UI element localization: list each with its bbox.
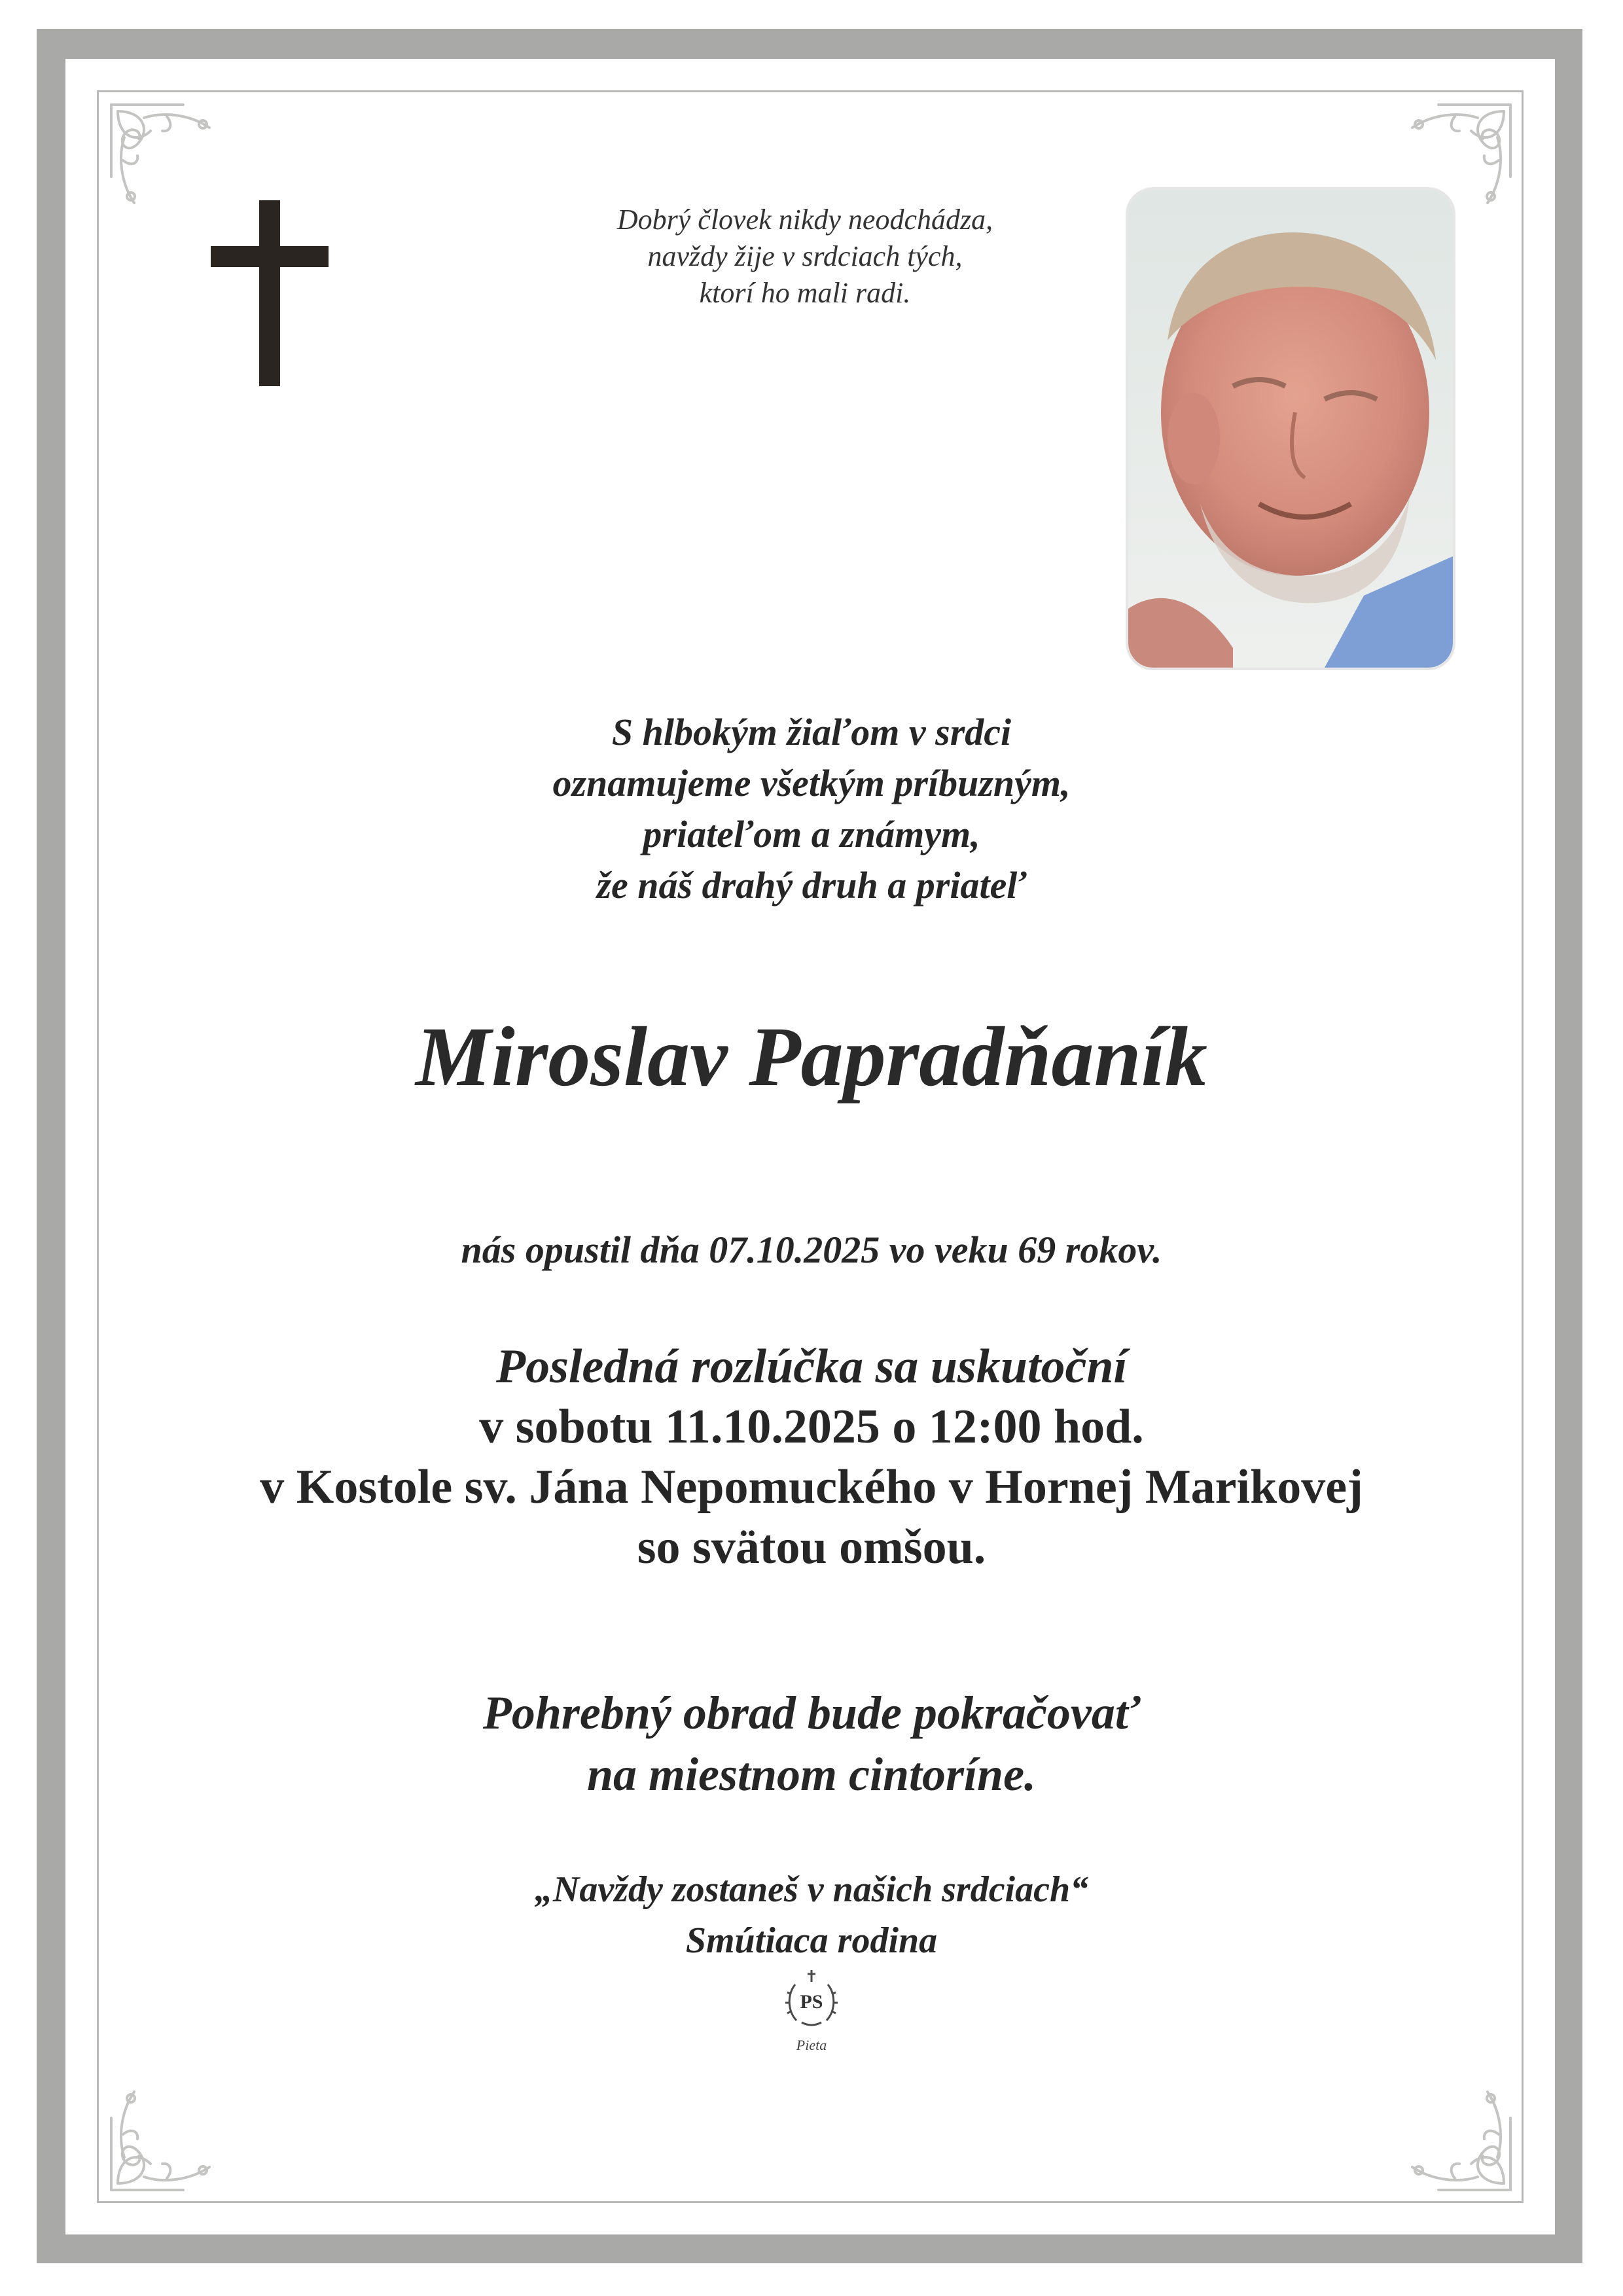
quote-line: navždy žije v srdciach tých, xyxy=(647,240,963,272)
portrait-photo xyxy=(1128,190,1453,668)
farewell-line: so svätou omšou. xyxy=(637,1520,986,1574)
farewell-line: v Kostole sv. Jána Nepomuckého v Hornej Marikovej xyxy=(260,1460,1363,1514)
deceased-name-text: Miroslav Papradňaník xyxy=(416,1010,1207,1104)
cross-icon xyxy=(211,200,329,386)
quote-line: Dobrý človek nikdy neodchádza, xyxy=(616,204,993,236)
corner-ornament-icon xyxy=(1393,2072,1517,2197)
logo-label: Pieta xyxy=(796,2037,827,2053)
closing-motto: „Navždy zostaneš v našich srdciach“ xyxy=(534,1869,1089,1910)
farewell-details xyxy=(98,1336,1525,1577)
closing-signature: Smútiaca rodina xyxy=(685,1920,938,1961)
burial-line: Pohrebný obrad bude pokračovať xyxy=(482,1687,1141,1739)
announcement-line: S hlbokým žiaľom v srdci xyxy=(611,711,1012,753)
announcement-line: oznamujeme všetkým príbuzným, xyxy=(552,762,1071,804)
logo-monogram: PS xyxy=(800,1991,823,2013)
quote-line: ktorí ho mali radi. xyxy=(699,277,911,309)
announcement-line: priateľom a známym, xyxy=(643,813,980,855)
pieta-logo-icon xyxy=(768,1965,855,2063)
death-date-line xyxy=(98,1224,1525,1276)
burial-line: na miestnom cintoríne. xyxy=(586,1748,1037,1801)
memorial-quote xyxy=(537,202,1073,312)
burial-info xyxy=(98,1682,1525,1805)
announcement-line: že náš drahý druh a priateľ xyxy=(596,864,1027,906)
corner-ornament-icon xyxy=(105,2072,229,2197)
farewell-line: v sobotu 11.10.2025 o 12:00 hod. xyxy=(479,1400,1144,1454)
death-date-text: nás opustil dňa 07.10.2025 vo veku 69 rokov. xyxy=(461,1229,1162,1271)
farewell-line: Posledná rozlúčka sa uskutoční xyxy=(495,1340,1128,1393)
deceased-name xyxy=(98,1008,1525,1106)
announcement-text xyxy=(98,707,1525,911)
closing-text xyxy=(98,1864,1525,1966)
